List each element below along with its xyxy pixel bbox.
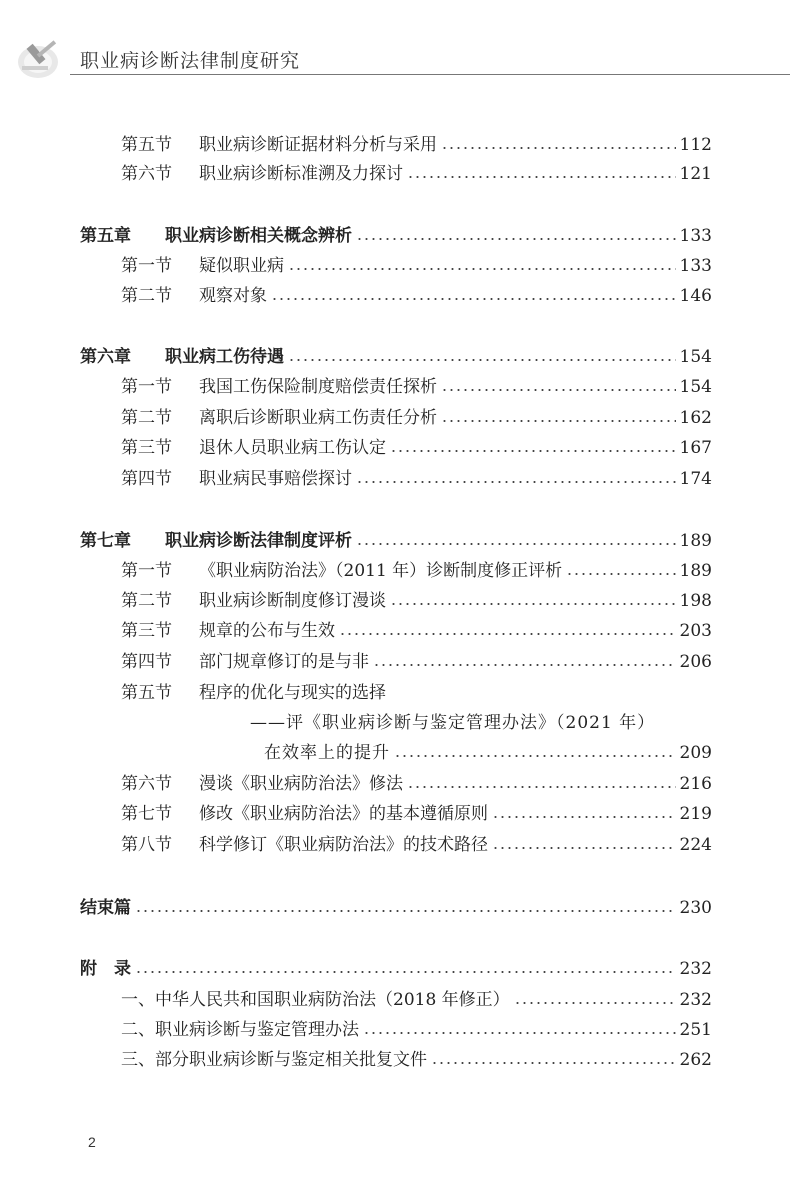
section-title: 规章的公布与生效 <box>199 621 335 641</box>
section-title: 漫谈《职业病防治法》修法 <box>199 774 403 794</box>
section-number: 第八节 <box>121 835 172 855</box>
section-number: 第一节 <box>121 377 172 397</box>
dot-leader <box>356 465 676 493</box>
dot-leader <box>390 434 676 462</box>
section-title: 修改《职业病防治法》的基本遵循原则 <box>199 804 488 824</box>
section-title: 离职后诊断职业病工伤责任分析 <box>199 408 437 428</box>
section-number: 第二节 <box>121 408 172 428</box>
page-number: 224 <box>679 835 712 855</box>
toc-entry[interactable] <box>121 465 712 493</box>
section-title: 疑似职业病 <box>199 256 284 276</box>
section-number: 第四节 <box>121 469 172 489</box>
section-number: 第二节 <box>121 591 172 611</box>
header-title: 职业病诊断法律制度研究 <box>80 50 301 72</box>
section-subtitle: ——评《职业病诊断与鉴定管理办法》（2021 年） <box>250 713 656 733</box>
section-title: 科学修订《职业病防治法》的技术路径 <box>199 835 488 855</box>
dot-leader <box>431 1046 676 1074</box>
section-title: 观察对象 <box>199 286 267 306</box>
section-title: 退休人员职业病工伤认定 <box>199 438 386 458</box>
appendix-item-title: 二、职业病诊断与鉴定管理办法 <box>121 1020 359 1040</box>
toc-chapter[interactable] <box>80 527 712 555</box>
toc-entry[interactable] <box>121 617 712 645</box>
page-number: 189 <box>679 531 712 551</box>
page-number: 230 <box>679 898 712 918</box>
section-number: 第六节 <box>121 164 172 184</box>
dot-leader <box>356 527 676 555</box>
chapter-number: 第七章 <box>80 531 131 551</box>
page-number: 198 <box>679 591 712 611</box>
page-number: 251 <box>679 1020 712 1040</box>
section-title: 职业病民事赔偿探讨 <box>199 469 352 489</box>
appendix-item-title: 一、中华人民共和国职业病防治法（2018 年修正） <box>121 990 510 1010</box>
toc-chapter[interactable] <box>80 955 712 983</box>
page-number: 167 <box>679 438 712 458</box>
toc-chapter[interactable] <box>80 894 712 922</box>
page-number: 162 <box>679 408 712 428</box>
chapter-title: 职业病工伤待遇 <box>165 347 284 367</box>
section-number: 第三节 <box>121 438 172 458</box>
toc-entry[interactable] <box>264 739 712 767</box>
page-number: 232 <box>679 959 712 979</box>
dot-leader <box>339 617 676 645</box>
page-number: 189 <box>679 561 712 581</box>
page-number: 121 <box>679 164 712 184</box>
dot-leader <box>373 648 676 676</box>
dot-leader <box>441 404 676 432</box>
toc-entry[interactable] <box>121 648 712 676</box>
toc-entry[interactable] <box>121 1016 712 1044</box>
toc-entry[interactable] <box>121 770 712 798</box>
page-number: 216 <box>679 774 712 794</box>
toc-entry[interactable] <box>121 373 712 401</box>
dot-leader <box>363 1016 676 1044</box>
dot-leader <box>135 955 676 983</box>
page-number: 219 <box>679 804 712 824</box>
dot-leader <box>407 770 676 798</box>
toc-entry[interactable] <box>121 986 712 1014</box>
section-number: 第三节 <box>121 621 172 641</box>
section-number: 第六节 <box>121 774 172 794</box>
dot-leader <box>288 252 676 280</box>
page-number: 174 <box>679 469 712 489</box>
toc-entry[interactable] <box>121 404 712 432</box>
toc-entry[interactable] <box>121 282 712 310</box>
section-number: 第二节 <box>121 286 172 306</box>
section-number: 第一节 <box>121 561 172 581</box>
section-number: 第四节 <box>121 652 172 672</box>
dot-leader <box>492 800 676 828</box>
appendix-item-title: 三、部分职业病诊断与鉴定相关批复文件 <box>121 1050 427 1070</box>
page-number: 133 <box>679 256 712 276</box>
dot-leader <box>394 739 676 767</box>
section-title: 我国工伤保险制度赔偿责任探析 <box>199 377 437 397</box>
section-title: 职业病诊断标准溯及力探讨 <box>199 164 403 184</box>
page-number: 232 <box>679 990 712 1010</box>
chapter-title: 职业病诊断法律制度评析 <box>165 531 352 551</box>
dot-leader <box>492 831 676 859</box>
page-number: 146 <box>679 286 712 306</box>
toc-chapter[interactable] <box>80 343 712 371</box>
dot-leader <box>356 222 676 250</box>
toc-entry[interactable] <box>121 1046 712 1074</box>
page-number: 112 <box>679 135 712 155</box>
section-title-continued: 在效率上的提升 <box>264 743 390 763</box>
chapter-title: 附 录 <box>80 959 131 979</box>
section-title: 部门规章修订的是与非 <box>199 652 369 672</box>
page-number: 154 <box>679 347 712 367</box>
toc-entry[interactable] <box>121 131 712 159</box>
toc-entry[interactable] <box>121 831 712 859</box>
toc-entry[interactable] <box>121 587 712 615</box>
dot-leader <box>441 373 676 401</box>
toc-entry[interactable] <box>121 434 712 462</box>
dot-leader <box>135 894 676 922</box>
toc-entry[interactable] <box>121 252 712 280</box>
dot-leader <box>407 160 676 188</box>
header-rule <box>70 74 790 75</box>
dot-leader <box>271 282 676 310</box>
toc-entry[interactable] <box>121 160 712 188</box>
chapter-title: 职业病诊断相关概念辨析 <box>165 226 352 246</box>
section-title: 程序的优化与现实的选择 <box>199 683 386 703</box>
section-number: 第一节 <box>121 256 172 276</box>
chapter-number: 第五章 <box>80 226 131 246</box>
section-number: 第五节 <box>121 683 172 703</box>
page-number: 133 <box>679 226 712 246</box>
page-number: 206 <box>679 652 712 672</box>
section-title: 职业病诊断制度修订漫谈 <box>199 591 386 611</box>
gavel-logo-icon <box>16 36 64 80</box>
page-number: 209 <box>679 743 712 763</box>
toc-entry[interactable] <box>121 679 712 707</box>
chapter-number: 第六章 <box>80 347 131 367</box>
page-number: 262 <box>679 1050 712 1070</box>
running-header <box>0 28 790 78</box>
section-title: 职业病诊断证据材料分析与采用 <box>199 135 437 155</box>
page-number: 154 <box>679 377 712 397</box>
dot-leader <box>288 343 676 371</box>
toc-chapter[interactable] <box>80 222 712 250</box>
dot-leader <box>566 557 675 585</box>
dot-leader <box>441 131 676 159</box>
dot-leader <box>390 587 676 615</box>
section-title: 《职业病防治法》（2011 年）诊断制度修正评析 <box>199 561 563 581</box>
toc-entry[interactable] <box>121 557 712 585</box>
page-folio: 2 <box>88 1134 96 1150</box>
chapter-title: 结束篇 <box>80 898 131 918</box>
page-number: 203 <box>679 621 712 641</box>
dot-leader <box>514 986 676 1014</box>
toc-entry[interactable] <box>121 800 712 828</box>
section-number: 第五节 <box>121 135 172 155</box>
section-number: 第七节 <box>121 804 172 824</box>
